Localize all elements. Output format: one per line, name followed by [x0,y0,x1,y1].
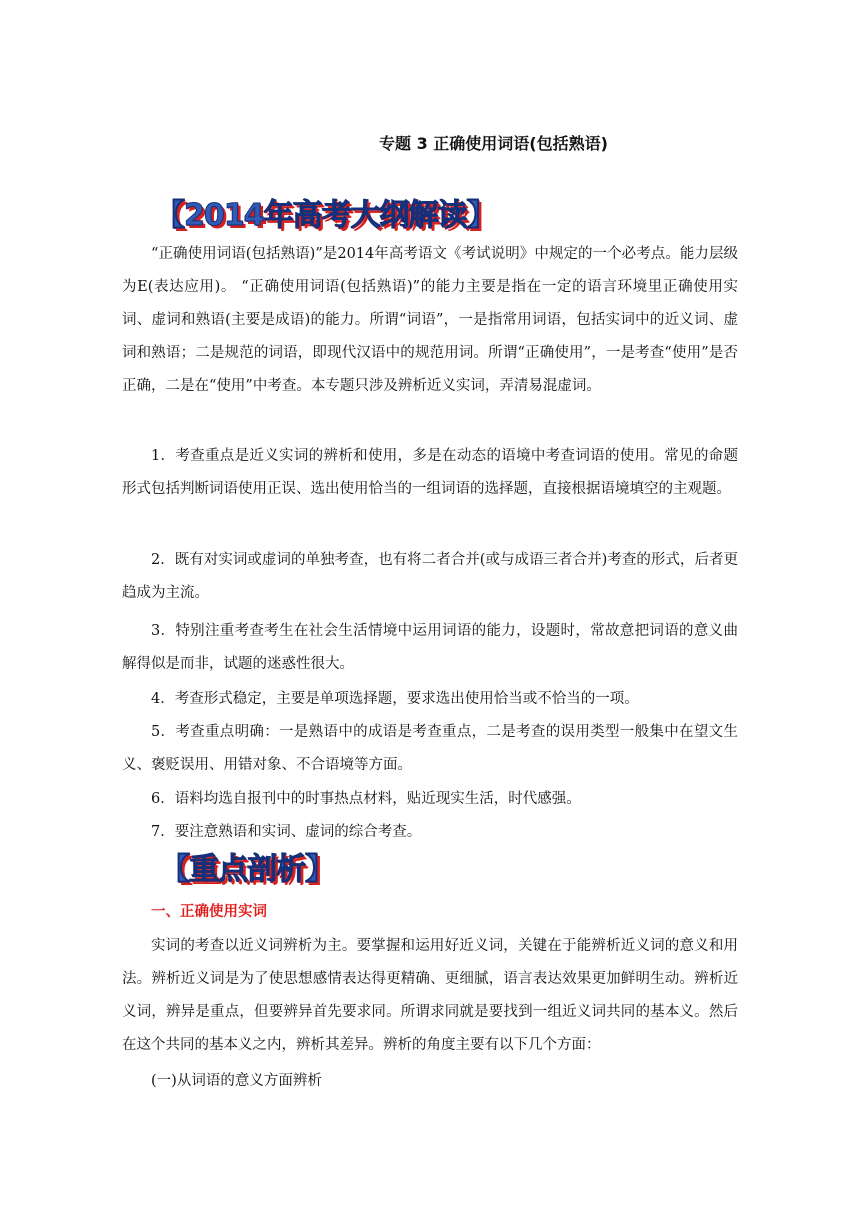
point-paragraph: 5．考查重点明确：一是熟语中的成语是考查重点，二是考查的误用类型一般集中在望文生义、褒贬误用、用错对象、不合语境等方面。 [122,724,738,773]
point-paragraph: 4．考查形式稳定，主要是单项选择题，要求选出使用恰当或不恰当的一项。 [151,691,639,707]
outline-banner: 【2014年高考大纲解读】 [155,198,496,233]
point-paragraph: 7．要注意熟语和实词、虚词的综合考查。 [151,824,422,840]
document-title: 专题 3 正确使用词语(包括熟语) [379,134,608,153]
point-paragraph: 2．既有对实词或虚词的单独考查，也有将二者合并(或与成语三者合并)考查的形式，后者更趋成为主流。 [122,552,738,601]
section-paragraph: 实词的考查以近义词辨析为主。要掌握和运用好近义词，关键在于能辨析近义词的意义和用法。辨析近义词是为了使思想感情表达得更精确、更细腻，语言表达效果更加鲜明生动。辨析近义词，辨异是重点，但要辨异首先要求同。所谓求同就是要找到一组近义词共同的基本义。然后在这个共同的基本义之内，辨析其差异。辨析的角度主要有以下几个方面： [122,938,738,1053]
point-paragraph: 3．特别注重考查考生在社会生活情境中运用词语的能力，设题时，常故意把词语的意义曲解得似是而非，试题的迷惑性很大。 [122,623,738,672]
section-heading: 一、正确使用实词 [151,904,267,920]
analysis-banner: 【重点剖析】 [160,852,334,887]
subheading: (一)从词语的意义方面辨析 [151,1073,322,1089]
point-paragraph: 6．语料均选自报刊中的时事热点材料，贴近现实生活，时代感强。 [151,791,581,807]
intro-paragraph: “正确使用词语(包括熟语)”是2014年高考语文《考试说明》中规定的一个必考点。能力层级为E(表达应用)。 “正确使用词语(包括熟语)”的能力主要是指在一定的语言环境里正确使用实词、虚词和熟语(主要是成语)的能力。所谓“词语”，一是指常用词语，包括实词中的近义词、虚词和熟语；二是规范的词语，即现代汉语中的规范用词。所谓“正确使用”，一是考查“使用”是否正确，二是在“使用”中考查。本专题只涉及辨析近义实词，弄清易混虚词。 [122,246,738,394]
point-paragraph: 1．考查重点是近义实词的辨析和使用，多是在动态的语境中考查词语的使用。常见的命题形式包括判断词语使用正误、选出使用恰当的一组词语的选择题，直接根据语境填空的主观题。 [122,448,738,497]
